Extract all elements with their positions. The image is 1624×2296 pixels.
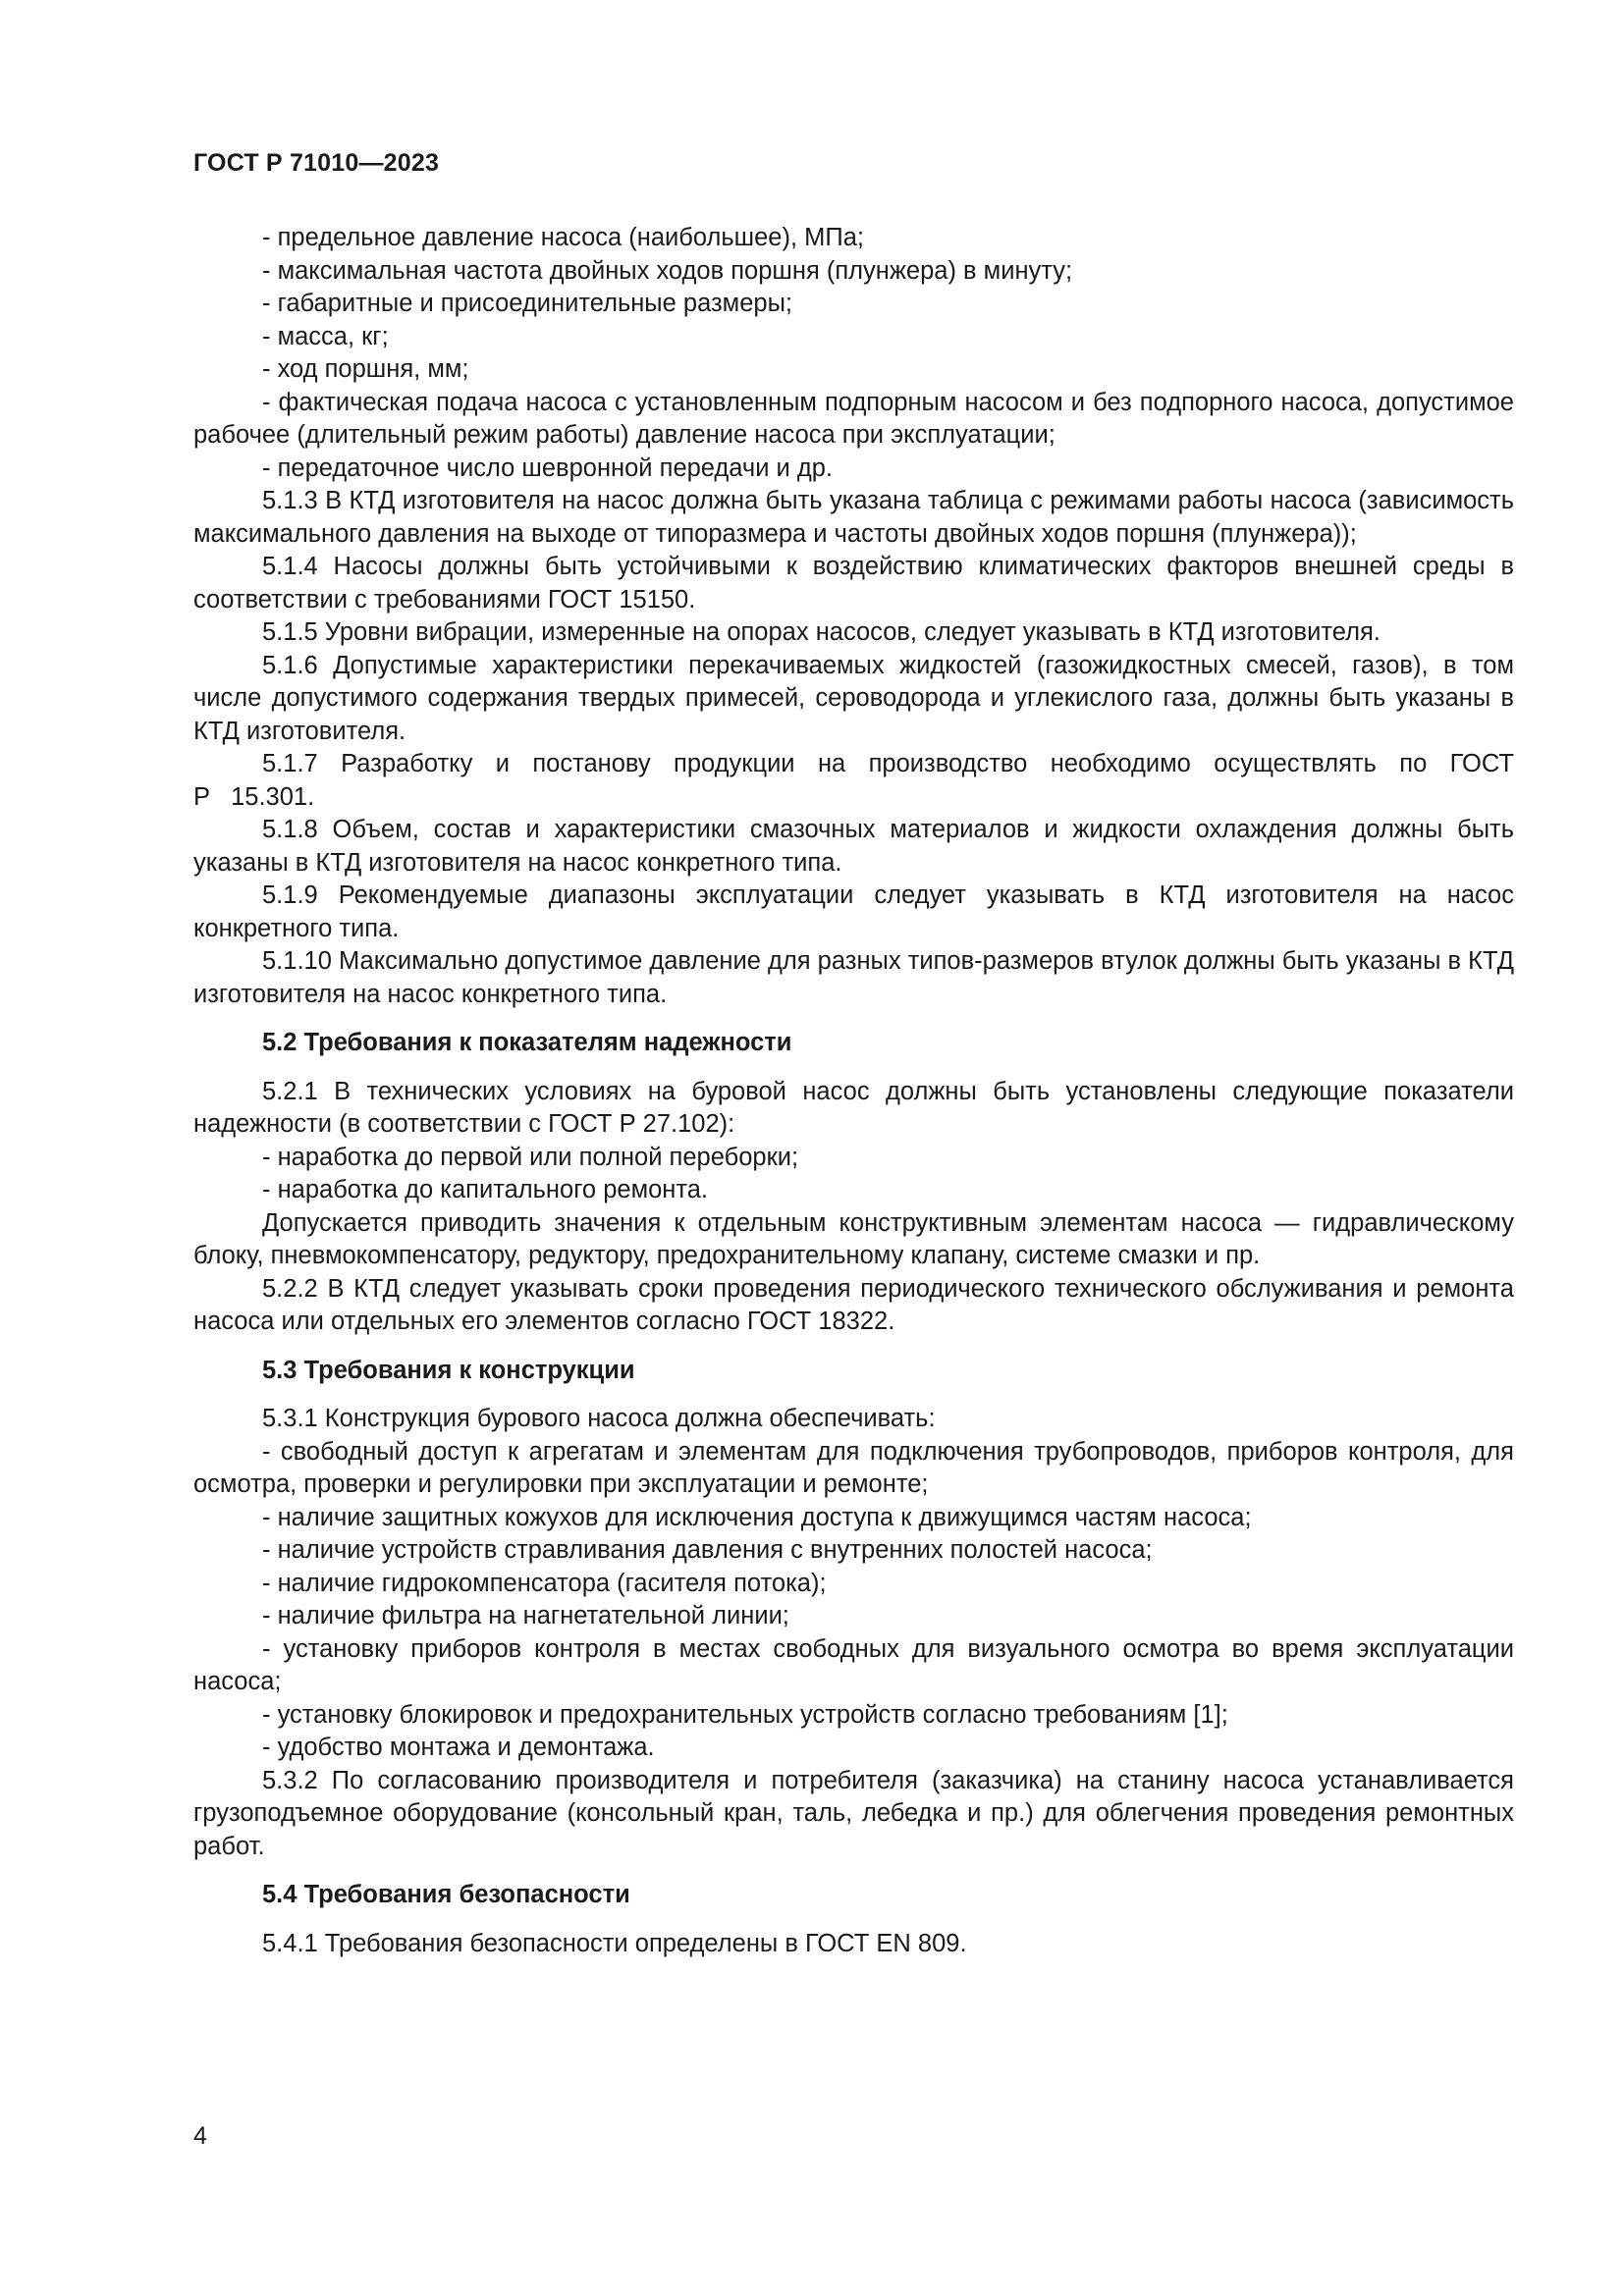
- document-header: ГОСТ Р 71010—2023: [193, 149, 440, 177]
- list-item: - свободный доступ к агрегатам и элементам для подключения трубопроводов, приборов контроля, для осмотра, проверки и регулировки при эксплуатации и ремонте;: [193, 1437, 1514, 1498]
- list-item: - наличие устройств стравливания давления с внутренних полостей насоса;: [262, 1536, 1153, 1564]
- paragraph-5-1-5: 5.1.5 Уровни вибрации, измеренные на опорах насосов, следует указывать в КТД изготовителя.: [262, 618, 1380, 646]
- list-item: - масса, кг;: [262, 322, 389, 350]
- paragraph-5-2-1: 5.2.1 В технических условиях на буровой насос должны быть установлены следующие показатели надежности (в соответствии с ГОСТ Р 27.102):: [193, 1077, 1514, 1138]
- paragraph-5-1-3: 5.1.3 В КТД изготовителя на насос должна быть указана таблица с режимами работы насоса (зависимость максимального давления на выходе от типоразмера и частоты двойных ходов поршня (плунжера));: [193, 487, 1514, 548]
- section-heading-5-2: 5.2 Требования к показателям надежности: [262, 1029, 792, 1056]
- section-heading-5-3: 5.3 Требования к конструкции: [262, 1356, 635, 1384]
- list-item: - фактическая подача насоса с установленным подпорным насосом и без подпорного насоса, допустимое рабочее (длительный режим работы) давление насоса при эксплуатации;: [193, 388, 1514, 449]
- list-item: - удобство монтажа и демонтажа.: [262, 1734, 655, 1761]
- document-body: [193, 222, 1514, 1960]
- paragraph-5-2-allowance: Допускается приводить значения к отдельным конструктивным элементам насоса — гидравлическому блоку, пневмокомпенсатору, редуктору, предохранительному клапану, системе смазки и пр.: [193, 1208, 1514, 1269]
- paragraph-5-1-6: 5.1.6 Допустимые характеристики перекачиваемых жидкостей (газожидкостных смесей, газов), в том числе допустимого содержания твердых примесей, сероводорода и углекислого газа, должны быть указаны в КТД изготовителя.: [193, 651, 1514, 745]
- list-item: - наработка до первой или полной переборки;: [262, 1143, 799, 1171]
- list-item: - наработка до капитального ремонта.: [262, 1176, 709, 1203]
- list-item: - наличие защитных кожухов для исключения доступа к движущимся частям насоса;: [262, 1503, 1252, 1531]
- paragraph-5-4-1: 5.4.1 Требования безопасности определены в ГОСТ EN 809.: [262, 1929, 967, 1957]
- paragraph-5-1-9: 5.1.9 Рекомендуемые диапазоны эксплуатации следует указывать в КТД изготовителя на насос конкретного типа.: [193, 881, 1514, 942]
- section-heading-5-4: 5.4 Требования безопасности: [262, 1881, 630, 1908]
- paragraph-5-1-7: 5.1.7 Разработку и постанову продукции на производство необходимо осуществлять по ГОСТ Р 15.301.: [193, 750, 1514, 811]
- paragraph-5-1-10: 5.1.10 Максимально допустимое давление для разных типов-размеров втулок должны быть указаны в КТД изготовителя на насос конкретного типа.: [193, 947, 1514, 1008]
- paragraph-5-1-8: 5.1.8 Объем, состав и характеристики смазочных материалов и жидкости охлаждения должны быть указаны в КТД изготовителя на насос конкретного типа.: [193, 816, 1514, 877]
- list-item: - предельное давление насоса (наибольшее), МПа;: [262, 224, 864, 251]
- list-item: - ход поршня, мм;: [262, 355, 469, 383]
- paragraph-5-3-1: 5.3.1 Конструкция бурового насоса должна обеспечивать:: [262, 1405, 936, 1432]
- list-item: - наличие фильтра на нагнетательной линии;: [262, 1602, 789, 1629]
- list-item: - максимальная частота двойных ходов поршня (плунжера) в минуту;: [262, 256, 1073, 285]
- page-number: 4: [193, 2122, 207, 2150]
- list-item: - установку блокировок и предохранительных устройств согласно требованиям [1];: [262, 1700, 1228, 1729]
- paragraph-5-1-4: 5.1.4 Насосы должны быть устойчивыми к воздействию климатических факторов внешней среды в соответствии с требованиями ГОСТ 15150.: [193, 553, 1514, 614]
- paragraph-5-3-2: 5.3.2 По согласованию производителя и потребителя (заказчика) на станину насоса устанавливается грузоподъемное оборудование (консольный кран, таль, лебедка и пр.) для облегчения проведения ремонтных работ.: [193, 1766, 1514, 1860]
- list-item: - установку приборов контроля в местах свободных для визуального осмотра во время эксплуатации насоса;: [193, 1634, 1514, 1695]
- list-item: - наличие гидрокомпенсатора (гасителя потока);: [262, 1569, 827, 1597]
- list-item: - передаточное число шевронной передачи и др.: [262, 454, 834, 482]
- list-item: - габаритные и присоединительные размеры;: [262, 290, 792, 317]
- paragraph-5-2-2: 5.2.2 В КТД следует указывать сроки проведения периодического технического обслуживания и ремонта насоса или отдельных его элементов согласно ГОСТ 18322.: [193, 1274, 1514, 1335]
